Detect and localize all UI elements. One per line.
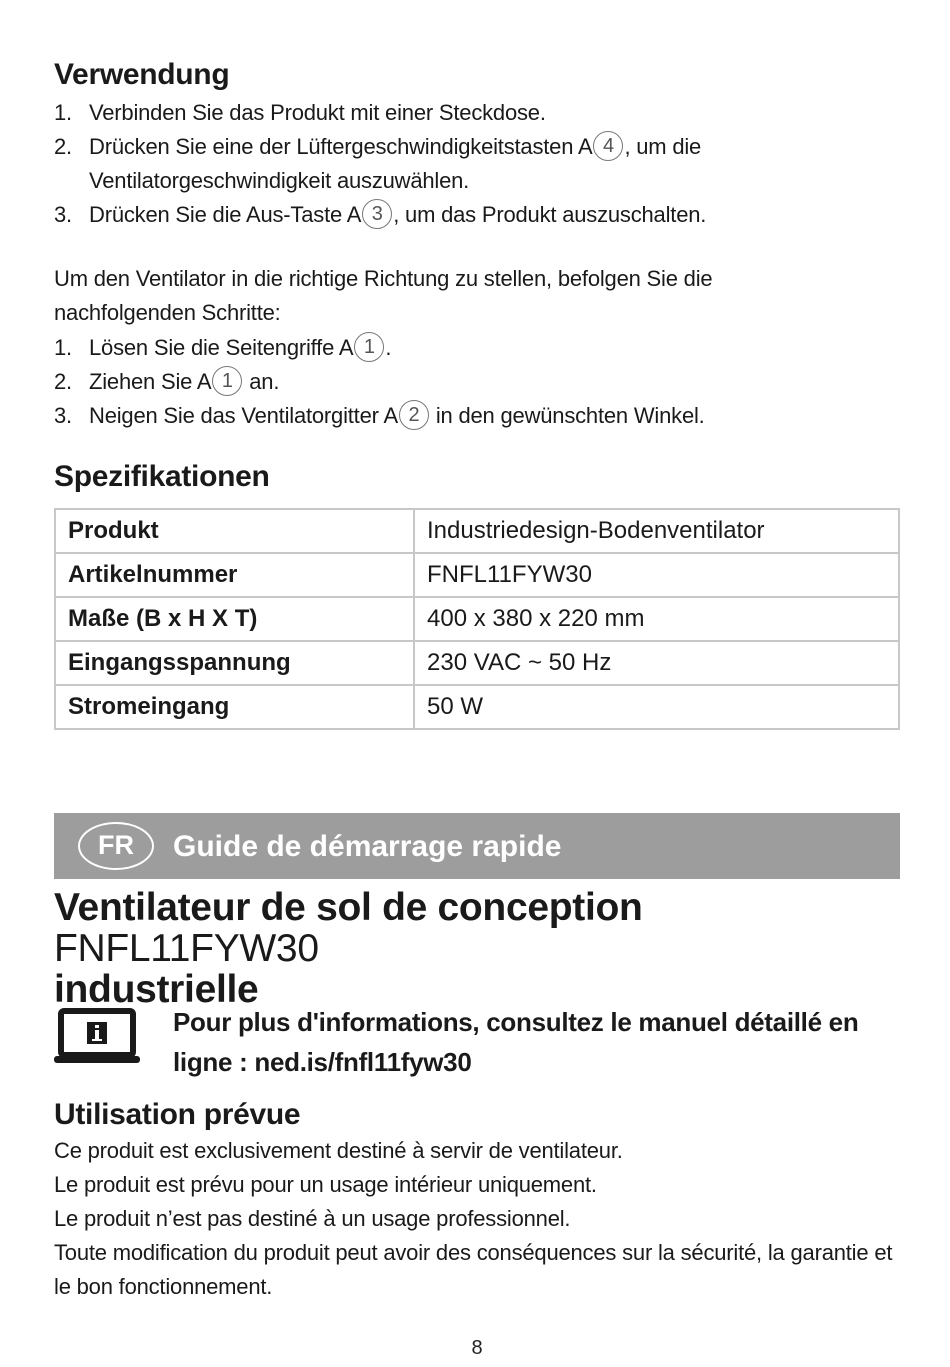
product-name-cont: industrielle [54,968,259,1011]
spec-value: 400 x 380 x 220 mm [414,597,899,641]
table-row [55,641,899,685]
list-item [54,198,900,232]
part-reference-badge: 1 [354,332,384,362]
direction-steps-list [54,331,900,433]
section-title-verwendung: Verwendung [54,58,230,91]
step-number: 2. [54,134,72,159]
page-number: 8 [471,1337,483,1359]
step-number: 1. [54,335,72,360]
step-text-cont: , um die Ventilatorgeschwindigkeit auszuwählen. [89,134,702,193]
utilisation-text [54,1134,900,1304]
part-reference-badge: 1 [212,366,242,396]
list-item [54,96,900,130]
step-text-cont: in den gewünschten Winkel. [429,403,705,428]
section-title-utilisation: Utilisation prévue [54,1098,301,1131]
list-item [54,331,900,365]
part-reference-badge: 3 [362,199,392,229]
step-text-cont: . [385,335,392,360]
step-text: Ziehen Sie A [89,369,212,394]
language-badge: FR [78,822,154,870]
step-text: Lösen Sie die Seitengriffe A [89,335,354,360]
spec-value: Industriedesign-Bodenventilator [414,509,899,553]
list-item [54,399,900,433]
product-title [54,887,900,1010]
language-banner [54,813,900,879]
laptop-info-icon [54,1008,140,1071]
step-number: 1. [54,100,72,125]
usage-steps-list [54,96,900,232]
list-item [54,365,900,399]
direction-intro: Um den Ventilator in die richtige Richtung zu stellen, befolgen Sie die nachfolgenden Schritte: [54,266,713,325]
product-name: Ventilateur de sol de conception [54,886,643,929]
part-reference-badge: 4 [593,131,623,161]
spec-value: 230 VAC ~ 50 Hz [414,641,899,685]
step-number: 3. [54,403,72,428]
spec-value: 50 W [414,685,899,729]
spec-key: Maße (B x H X T) [55,597,414,641]
utilisation-line: Le produit est prévu pour un usage intérieur uniquement. [54,1172,597,1197]
step-text: Verbinden Sie das Produkt mit einer Steckdose. [89,100,546,125]
part-reference-badge: 2 [399,400,429,430]
product-model: FNFL11FYW30 [54,927,319,970]
utilisation-line: Toute modification du produit peut avoir des conséquences sur la sécurité, la garantie et le bon fonctionnement. [54,1240,893,1299]
step-text: Drücken Sie die Aus-Taste A [89,202,362,227]
utilisation-line: Ce produit est exclusivement destiné à servir de ventilateur. [54,1138,623,1163]
step-number: 3. [54,202,72,227]
spec-value: FNFL11FYW30 [414,553,899,597]
table-row [55,597,899,641]
section-title-spezifikationen: Spezifikationen [54,460,270,493]
step-text: Drücken Sie eine der Lüftergeschwindigkeitstasten A [89,134,593,159]
spec-key: Stromeingang [55,685,414,729]
online-manual-info: Pour plus d'informations, consultez le manuel détaillé en ligne : ned.is/fnfl11fyw30 [173,1007,859,1077]
step-text-cont: , um das Produkt auszuschalten. [393,202,707,227]
spec-key: Produkt [55,509,414,553]
spec-key: Artikelnummer [55,553,414,597]
list-item [54,130,900,198]
step-text: Neigen Sie das Ventilatorgitter A [89,403,398,428]
spec-key: Eingangsspannung [55,641,414,685]
spec-table [54,508,900,730]
table-row [55,509,899,553]
utilisation-line: Le produit n’est pas destiné à un usage professionnel. [54,1206,571,1231]
step-text-cont: an. [243,369,280,394]
step-number: 2. [54,369,72,394]
table-row [55,553,899,597]
banner-title: Guide de démarrage rapide [173,830,562,863]
table-row [55,685,899,729]
